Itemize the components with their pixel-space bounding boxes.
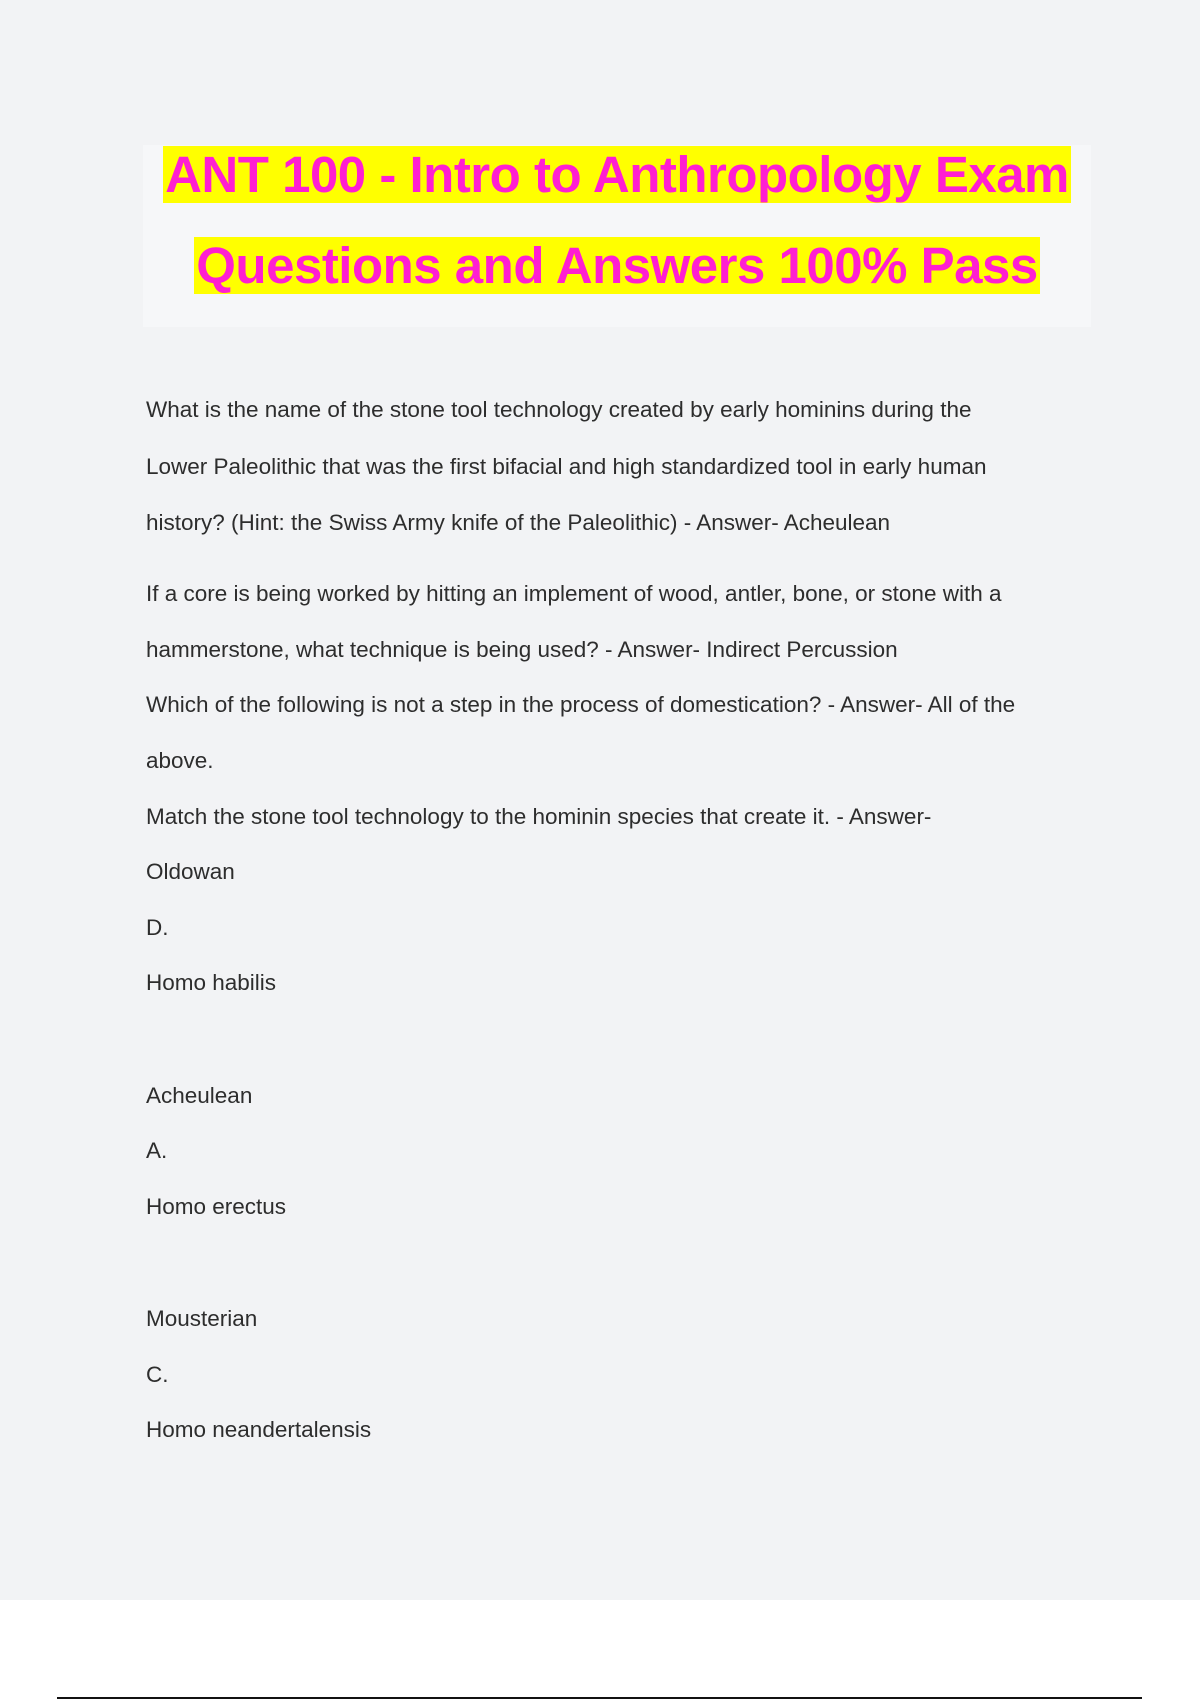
text-line: Lower Paleolithic that was the first bifacial and high standardized tool in early human xyxy=(146,454,987,479)
text-line: Homo habilis xyxy=(146,970,277,995)
text-line: Acheulean xyxy=(146,1083,253,1108)
text-line: above. xyxy=(146,748,214,773)
footer-divider xyxy=(57,1697,1142,1699)
text-line: If a core is being worked by hitting an implement of wood, antler, bone, or stone with a xyxy=(146,581,1002,606)
text-line: Homo neandertalensis xyxy=(146,1417,372,1442)
text-line: Which of the following is not a step in the process of domestication? - Answer- All of the xyxy=(146,692,1016,717)
text-line: hammerstone, what technique is being used? - Answer- Indirect Percussion xyxy=(146,637,898,662)
text-line: What is the name of the stone tool technology created by early hominins during the xyxy=(146,397,972,422)
text-line: D. xyxy=(146,915,169,940)
text-line: A. xyxy=(146,1138,168,1163)
title-block xyxy=(143,145,1091,327)
title-line-1: ANT 100 - Intro to Anthropology Exam xyxy=(165,146,1069,203)
text-line: Oldowan xyxy=(146,859,235,884)
text-line: Homo erectus xyxy=(146,1194,287,1219)
text-line: C. xyxy=(146,1362,169,1387)
text-line: Mousterian xyxy=(146,1306,258,1331)
title-line-2: Questions and Answers 100% Pass xyxy=(196,237,1038,294)
text-line: history? (Hint: the Swiss Army knife of the Paleolithic) - Answer- Acheulean xyxy=(146,510,891,535)
text-line: Match the stone tool technology to the hominin species that create it. - Answer- xyxy=(146,804,932,829)
